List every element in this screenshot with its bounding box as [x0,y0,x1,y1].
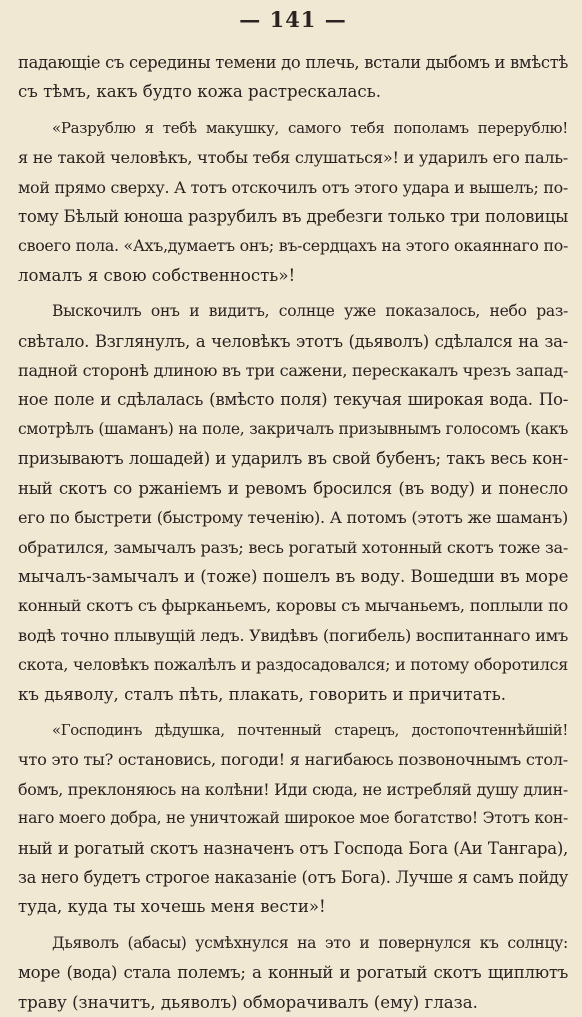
text-line: Дьяволъ (абасы) усмѣхнулся на это и повернулся къ солнцу: [52,933,568,952]
paragraph [18,114,568,290]
text-line: Выскочилъ онъ и видитъ, солнце уже показалось, небо раз- [52,302,568,321]
text-line: ный и рогатый скотъ назначенъ отъ Господа Бога (Аи Тангара), [18,838,568,858]
text-line: падной сторонѣ длиною въ три сажени, перескакалъ чрезъ запад- [18,361,568,381]
text-line: мычалъ-замычалъ и (тоже) пошелъ въ воду. Вошедши въ море [18,566,569,586]
paragraph [18,929,568,1017]
text-line: падающіе съ середины темени до плечь, встали дыбомъ и вмѣстѣ [18,53,568,72]
text-line: своего пола. «Ахъ,думаетъ онъ; въ-сердцахъ на этого окаяннаго по- [18,236,568,256]
text-line: конный скотъ съ фырканьемъ, коровы съ мычаньемъ, поплыли по [18,596,568,616]
text-line: море (вода) стала полемъ; а конный и рогатый скотъ щиплютъ [18,963,568,983]
text-line: я не такой человѣкъ, чтобы тебя слушаться»! и ударилъ его паль- [18,148,568,168]
paragraph [18,48,568,107]
paragraph [18,716,568,922]
text-body [18,48,568,1017]
text-line: «Господинъ дѣдушка, почтенный старецъ, достопочтеннѣйшій! [52,721,568,739]
text-line: наго моего добра, не уничтожай широкое мое богатство! Этотъ кон- [18,809,568,828]
text-line: за него будетъ строгое наказаніе (отъ Бога). Лучше я самъ пойду [18,867,568,887]
text-line: смотрѣлъ (шаманъ) на поле, закричалъ призывнымъ голосомъ (какъ [18,419,568,438]
text-line: свѣтало. Взглянулъ, а человѣкъ этотъ (дьяволъ) сдѣлался на за- [18,331,568,351]
text-line: мой прямо сверху. А тотъ отскочилъ отъ этого удара и вышелъ; по- [18,177,568,197]
text-line: призываютъ лошадей) и ударилъ въ свой бубенъ; такъ весь кон- [18,449,568,469]
page-number: — 141 — [239,7,347,32]
text-line: траву (значитъ, дьяволъ) обморачивалъ (ему) глаза. [18,992,478,1012]
text-line: водѣ точно плывущій ледъ. Увидѣвъ (погибель) воспитаннаго имъ [18,625,568,645]
text-line: «Разрублю я тебѣ макушку, самого тебя пополамъ перерублю! [52,118,568,137]
text-line: съ тѣмъ, какъ будто кожа растрескалась. [18,82,382,102]
paragraph [18,297,568,709]
text-line: скота, человѣкъ пожалѣлъ и раздосадовался; и потому оборотился [18,655,568,675]
text-line: ное поле и сдѣлалась (вмѣсто поля) текучая широкая вода. По- [18,390,568,410]
text-line: что это ты? остановись, погоди! я нагибаюсь позвоночнымъ стол- [18,750,568,770]
text-line: къ дьяволу, сталъ пѣть, плакать, говорить и причитать. [18,684,507,704]
text-line: обратился, замычалъ разъ; весь рогатый хотонный скотъ тоже за- [18,537,568,557]
text-line: тому Бѣлый юноша разрубилъ въ дребезги только три половицы [18,207,568,227]
text-line: его по быстрети (быстрому теченію). А потомъ (этотъ же шаманъ) [18,508,568,528]
text-line: ный скотъ со ржаніемъ и ревомъ бросился (въ воду) и понесло [18,478,568,498]
text-line: туда, куда ты хочешь меня вести»! [18,897,326,917]
text-line: бомъ, преклоняюсь на колѣни! Иди сюда, не истребляй душу длин- [18,779,568,799]
text-line: ломалъ я свою собственность»! [18,265,296,285]
